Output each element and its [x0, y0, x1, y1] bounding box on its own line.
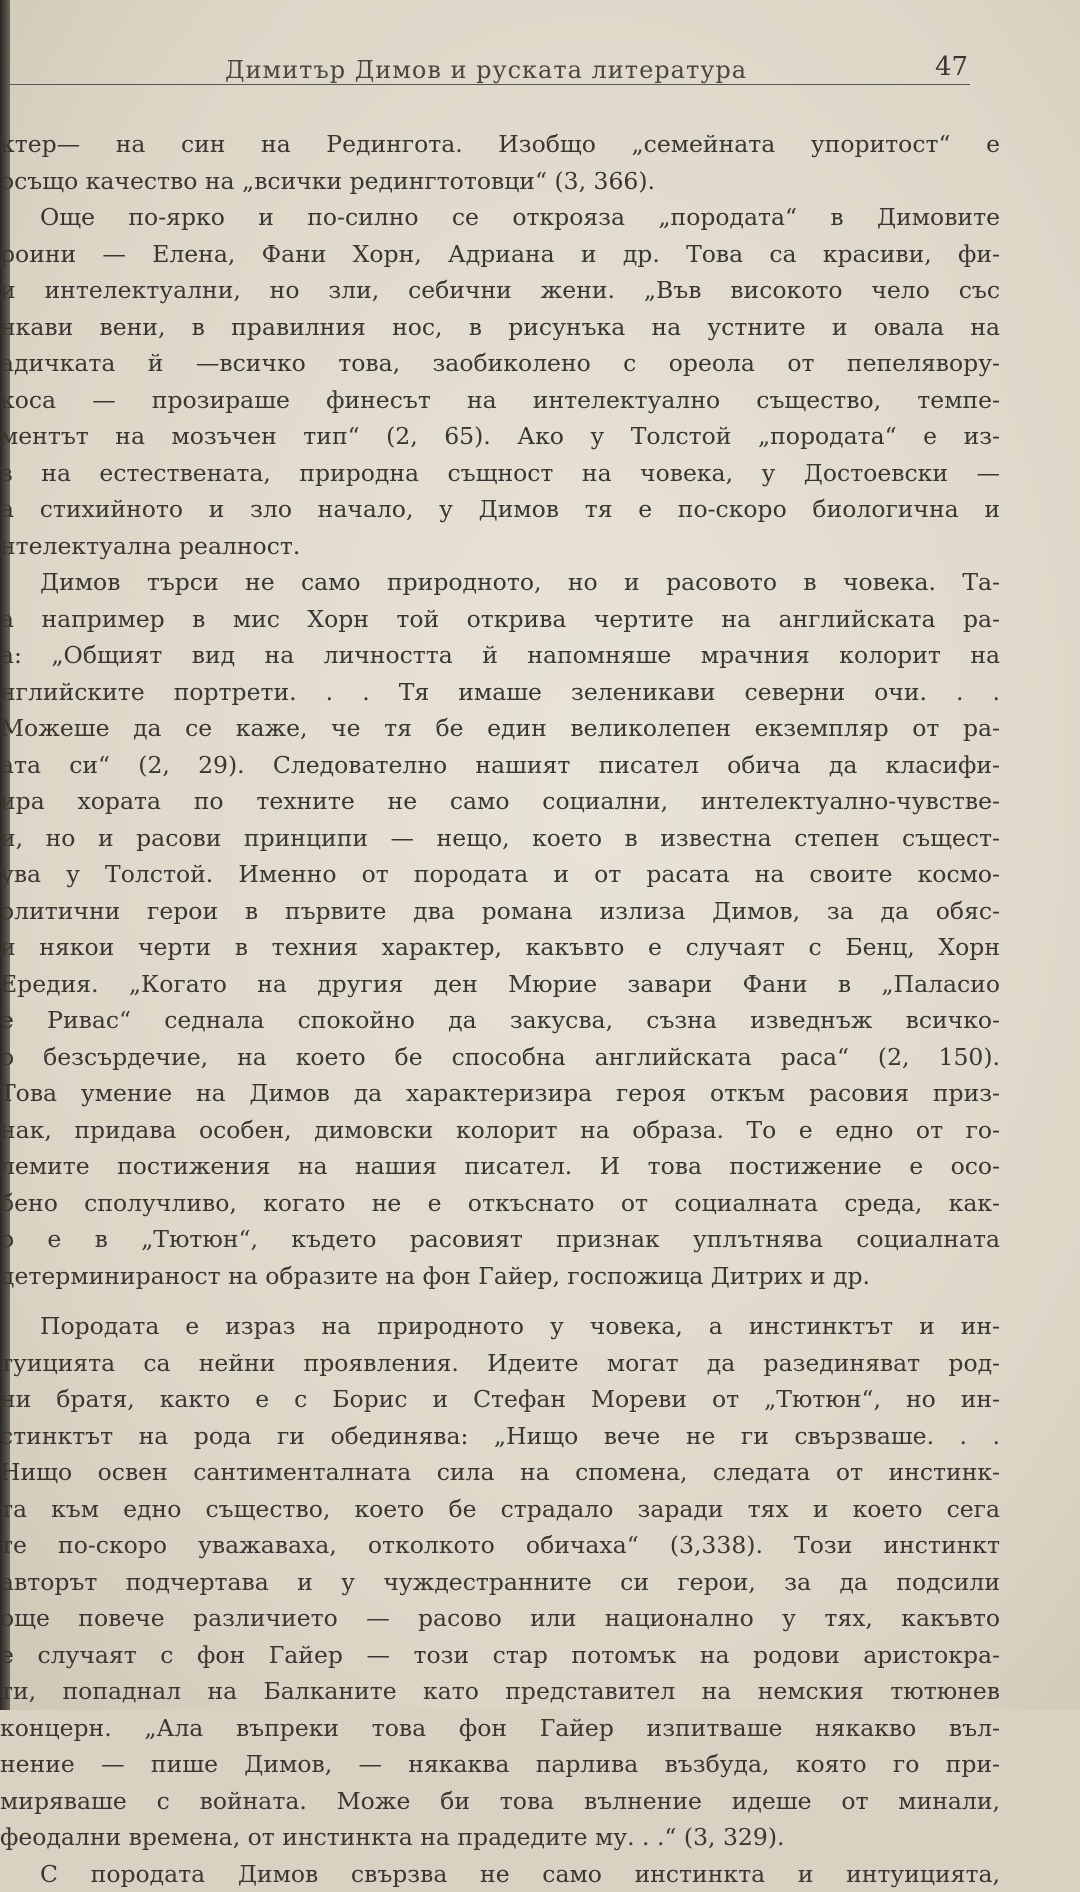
- text-line: миряваше с войната. Може би това вълнение идеше от минали,: [0, 1783, 1010, 1820]
- body-text: [0, 126, 1010, 1892]
- text-line: нглийските портрети. . . Тя имаше зеленикави северни очи. . .: [0, 674, 1010, 711]
- text-line: детерминираност на образите на фон Гайер, госпожица Дитрих и др.: [0, 1258, 1010, 1295]
- text-line: феодални времена, от инстинкта на прадедите му. . .“ (3, 329).: [0, 1819, 1010, 1856]
- text-line: лемите постижения на нашия писател. И това постижение е осо-: [0, 1148, 1010, 1185]
- text-line: Ередия. „Когато на другия ден Мюрие завари Фани в „Паласио: [0, 966, 1010, 1003]
- text-line: а: „Общият вид на личността й напомняше мрачния колорит на: [0, 637, 1010, 674]
- text-line: стинктът на рода ги обединява: „Нищо вече не ги свързваше. . .: [0, 1418, 1010, 1455]
- text-line: о е в „Тютюн“, където расовият признак уплътнява социалната: [0, 1221, 1010, 1258]
- text-line: туицията са нейни проявления. Идеите могат да разединяват род-: [0, 1345, 1010, 1382]
- text-line: Това умение на Димов да характеризира героя откъм расовия приз-: [0, 1075, 1010, 1112]
- text-line: ментът на мозъчен тип“ (2, 65). Ако у Толстой „породата“ е из-: [0, 418, 1010, 455]
- text-line: е случаят с фон Гайер — този стар потомък на родови аристокра-: [0, 1637, 1010, 1674]
- text-line: ува у Толстой. Именно от породата и от расата на своите космо-: [0, 856, 1010, 893]
- text-line: Можеше да се каже, че тя бе един великолепен екземпляр от ра-: [0, 710, 1010, 747]
- text-line: а стихийното и зло начало, у Димов тя е по-скоро биологична и: [0, 491, 1010, 528]
- text-line: и, но и расови принципи — нещо, което в известна степен същест-: [0, 820, 1010, 857]
- text-line: коса — прозираше финесът на интелектуално същество, темпе-: [0, 382, 1010, 419]
- text-line: олитични герои в първите два романа излиза Димов, за да обяс-: [0, 893, 1010, 930]
- text-line: още повече различието — расово или национално у тях, какъвто: [0, 1600, 1010, 1637]
- text-line: и някои черти в техния характер, какъвто е случаят с Бенц, Хорн: [0, 929, 1010, 966]
- text-line: ата си“ (2, 29). Следователно нашият писател обича да класифи-: [0, 747, 1010, 784]
- header-rule: [10, 84, 970, 85]
- text-line: е Ривас“ седнала спокойно да закусва, съзна изведнъж всичко-: [0, 1002, 1010, 1039]
- text-line: Породата е израз на природното у човека, а инстинктът и ин-: [0, 1308, 1010, 1345]
- text-line: ти, попаднал на Балканите като представител на немския тютюнев: [0, 1673, 1010, 1710]
- text-line: та към едно същество, което бе страдало заради тях и което сега: [0, 1491, 1010, 1528]
- text-line: нение — пише Димов, — някаква парлива възбуда, която го при-: [0, 1746, 1010, 1783]
- text-line: Димов търси не само природното, но и расовото в човека. Та-: [0, 564, 1010, 601]
- text-line: адичката й —всичко това, заобиколено с ореола от пепелявору-: [0, 345, 1010, 382]
- text-line: о безсърдечие, на което бе способна английската раса“ (2, 150).: [0, 1039, 1010, 1076]
- text-line: осъщо качество на „всички редингтотовци“ (3, 366).: [0, 163, 1010, 200]
- text-line: ктер— на син на Редингота. Изобщо „семейната упоритост“ е: [0, 126, 1010, 163]
- text-line: роини — Елена, Фани Хорн, Адриана и др. Това са красиви, фи-: [0, 236, 1010, 273]
- text-line: нтелектуална реалност.: [0, 528, 1010, 565]
- text-line: Още по-ярко и по-силно се открояза „породата“ в Димовите: [0, 199, 1010, 236]
- text-line: ни братя, както е с Борис и Стефан Мореви от „Тютюн“, но ин-: [0, 1381, 1010, 1418]
- text-line: Нищо освен сантименталната сила на спомена, следата от инстинк-: [0, 1454, 1010, 1491]
- page-number: 47: [935, 52, 968, 82]
- text-line: С породата Димов свързва не само инстинкта и интуицията,: [0, 1856, 1010, 1892]
- text-line: нак, придава особен, димовски колорит на образа. То е едно от го-: [0, 1112, 1010, 1149]
- text-line: бено сполучливо, когато не е откъснато от социалната среда, как-: [0, 1185, 1010, 1222]
- page-header: [30, 52, 970, 86]
- text-line: нкави вени, в правилния нос, в рисунъка на устните и овала на: [0, 309, 1010, 346]
- text-line: авторът подчертава и у чуждестранните си герои, за да подсили: [0, 1564, 1010, 1601]
- text-line: те по-скоро уважаваха, отколкото обичаха“ (3,338). Този инстинкт: [0, 1527, 1010, 1564]
- text-line: концерн. „Ала въпреки това фон Гайер изпитваше някакво въл-: [0, 1710, 1010, 1747]
- text-line: и интелектуални, но зли, себични жени. „Във високото чело със: [0, 272, 1010, 309]
- text-line: з на естествената, природна същност на човека, у Достоевски —: [0, 455, 1010, 492]
- text-line: ира хората по техните не само социални, интелектуално-чувстве-: [0, 783, 1010, 820]
- text-line: а например в мис Хорн той открива чертите на английската ра-: [0, 601, 1010, 638]
- running-head: Димитър Димов и руската литература: [225, 56, 747, 84]
